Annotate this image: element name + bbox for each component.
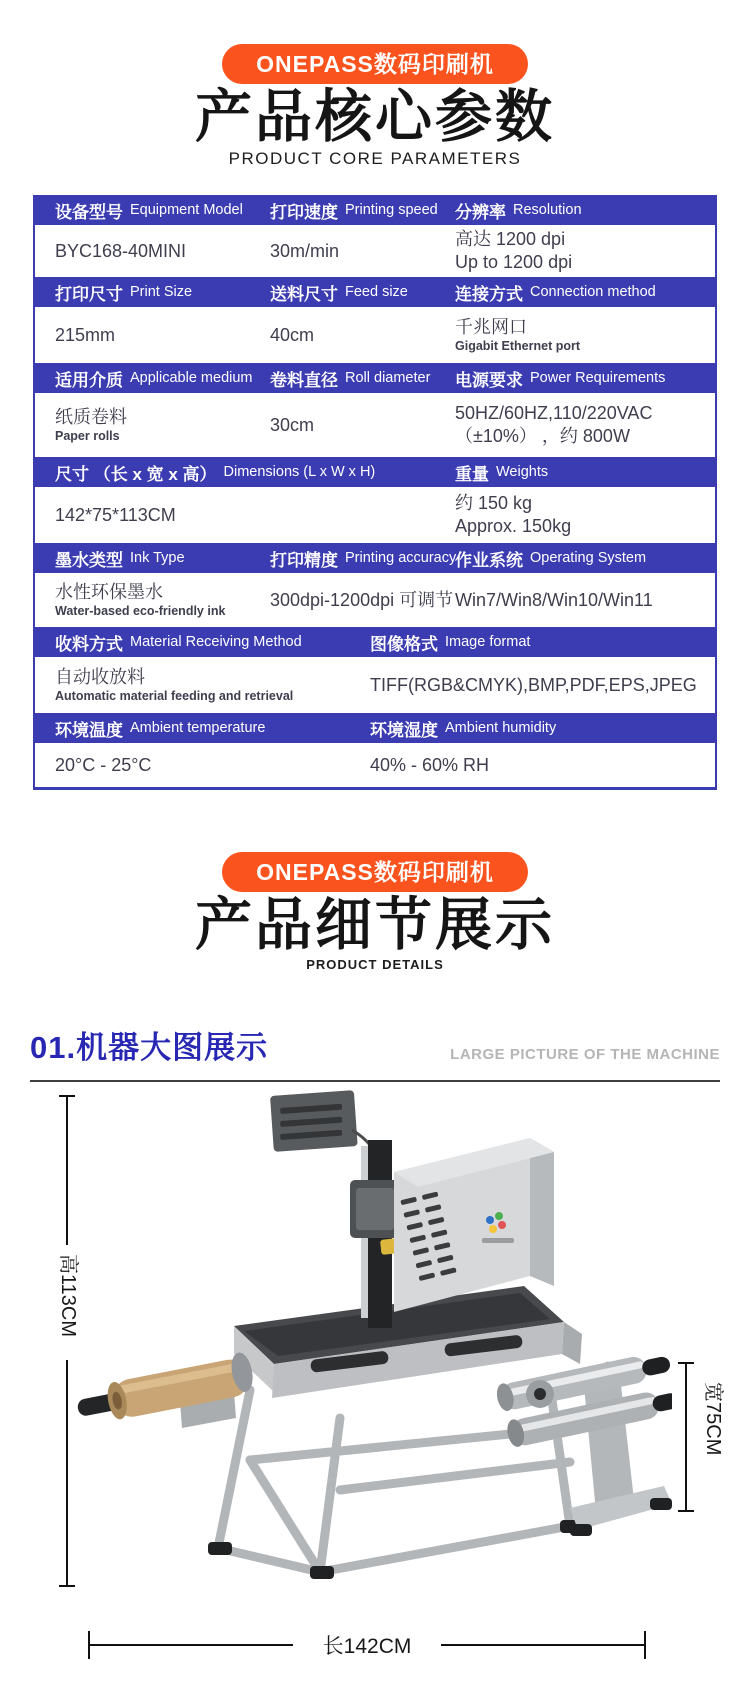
spec-header-cell (435, 543, 711, 573)
value-text: Approx. 150kg (455, 516, 572, 536)
header-cn: 墨水类型 (55, 550, 123, 570)
spec-header-cell (250, 363, 435, 393)
header-cn: 送料尺寸 (270, 284, 338, 304)
value-text: 30cm (270, 414, 315, 435)
header-cn: 电源要求 (455, 370, 523, 390)
machine-figure (0, 1082, 750, 1690)
dimension-line (66, 1360, 68, 1585)
dimension-line (90, 1644, 293, 1646)
header-cn: 图像格式 (370, 634, 438, 654)
spec-table (33, 195, 717, 790)
spec-header-cell (35, 543, 250, 573)
header-en: Ambient humidity (445, 720, 557, 736)
value-text: （±10%） ，约 800W (455, 426, 630, 446)
spec-header-cell (35, 627, 350, 657)
page-subtitle: PRODUCT CORE PARAMETERS (228, 149, 522, 168)
header-en: Printing speed (345, 202, 438, 218)
spec-header-cell (350, 627, 711, 657)
print-head (270, 1090, 411, 1328)
spec-header-cell (250, 543, 457, 573)
spec-value-cell (35, 573, 250, 627)
header-cn: 打印速度 (270, 202, 338, 222)
brand-badge: ONEPASS数码印刷机 (222, 852, 528, 892)
spec-value-cell (435, 225, 711, 277)
header-en: Dimensions (L x W x H) (223, 464, 376, 480)
unwinder-roll (73, 1351, 256, 1428)
spec-value-cell (35, 657, 350, 713)
spec-header-row (35, 457, 715, 487)
header-en: Weights (496, 464, 549, 480)
value-text: 215mm (55, 324, 116, 345)
spec-value-cell (350, 657, 711, 713)
spec-header-row (35, 627, 715, 657)
header-cn: 重量 (455, 464, 489, 484)
header-cn: 环境湿度 (370, 720, 438, 740)
value-text: Up to 1200 dpi (455, 252, 573, 272)
value-text: 20°C - 25°C (55, 754, 152, 775)
header-en: Image format (445, 634, 531, 650)
value-subtext: Automatic material feeding and retrieval (55, 689, 294, 703)
length-dimension (88, 1630, 646, 1660)
value-subtext: Water-based eco-friendly ink (55, 604, 226, 618)
spec-header-cell (35, 457, 435, 487)
header-cn: 作业系统 (455, 550, 523, 570)
header-en: Material Receiving Method (130, 634, 302, 650)
header-en: Printing accuracy (345, 550, 457, 566)
header-en: Equipment Model (130, 202, 243, 218)
details-subtitle: PRODUCT DETAILS (306, 957, 444, 972)
value-text: 约 150 kg (455, 493, 533, 513)
height-dimension-label: 高113CM (57, 1254, 79, 1337)
machine-photo (72, 1088, 672, 1593)
spec-value-row (35, 307, 715, 363)
spec-header-row (35, 277, 715, 307)
spec-value-cell (35, 743, 350, 787)
spec-header-row (35, 363, 715, 393)
value-text: BYC168-40MINI (55, 240, 187, 261)
value-text: 纸质卷料 (55, 407, 127, 427)
header-en: Ink Type (130, 550, 185, 566)
dimension-line (685, 1362, 687, 1510)
spec-value-cell (35, 307, 250, 363)
width-dimension-label: 宽75CM (702, 1382, 724, 1456)
value-text: 自动收放料 (55, 667, 145, 687)
header-cn: 环境温度 (55, 720, 123, 740)
spec-value-cell (250, 225, 435, 277)
value-text: 300dpi-1200dpi 可调节 (270, 589, 454, 610)
header-en: Connection method (530, 284, 656, 300)
spec-value-cell (35, 225, 250, 277)
header-cn: 卷料直径 (270, 370, 338, 390)
dimension-cap (678, 1510, 694, 1512)
dimension-line (66, 1095, 68, 1245)
spec-header-cell (435, 363, 711, 393)
header-cn: 连接方式 (455, 284, 523, 304)
dimension-line (441, 1644, 644, 1646)
value-text: TIFF(RGB&CMYK),BMP,PDF,EPS,JPEG (370, 674, 697, 695)
dimension-cap (644, 1631, 646, 1659)
header-cn: 尺寸 （长 x 宽 x 高） (55, 464, 217, 484)
details-title: 产品细节展示 (195, 893, 555, 957)
value-text: 30m/min (270, 240, 340, 261)
header-en: Power Requirements (530, 370, 666, 386)
header-en: Operating System (530, 550, 647, 566)
header-en: Feed size (345, 284, 408, 300)
spec-header-cell (250, 277, 435, 307)
header-en: Applicable medium (130, 370, 253, 386)
spec-header-row (35, 713, 715, 743)
spec-header-cell (435, 277, 711, 307)
header-cn: 适用介质 (55, 370, 123, 390)
spec-value-row (35, 743, 715, 787)
header-en: Resolution (513, 202, 582, 218)
spec-value-cell (435, 487, 711, 543)
value-text: 40cm (270, 324, 315, 345)
spec-header-cell (35, 277, 250, 307)
value-text: 50HZ/60HZ,110/220VAC (455, 403, 653, 423)
value-text: 千兆网口 (455, 317, 527, 337)
spec-header-cell (35, 713, 350, 743)
dimension-cap (59, 1585, 75, 1587)
length-dimension-label: 长142CM (322, 1635, 412, 1658)
spec-header-cell (350, 713, 711, 743)
spec-header-cell (435, 457, 711, 487)
spec-header-cell (35, 195, 250, 225)
product-details-hero (0, 790, 750, 974)
brand-badge: ONEPASS数码印刷机 (222, 44, 528, 84)
spec-header-cell (250, 195, 438, 225)
detail-block-subtitle: LARGE PICTURE OF THE MACHINE (450, 1046, 720, 1063)
detail-block-header (30, 1029, 720, 1082)
spec-header-row (35, 195, 715, 225)
spec-value-row (35, 393, 715, 457)
spec-value-row (35, 657, 715, 713)
spec-value-cell (35, 487, 435, 543)
spec-value-row (35, 225, 715, 277)
value-text: Win7/Win8/Win10/Win11 (455, 589, 653, 610)
spec-value-cell (435, 573, 711, 627)
spec-header-row (35, 543, 715, 573)
header-cn: 打印精度 (270, 550, 338, 570)
spec-value-row (35, 573, 715, 627)
value-text: 高达 1200 dpi (455, 229, 566, 249)
value-text: 水性环保墨水 (55, 582, 163, 602)
spec-value-cell (35, 393, 250, 457)
spec-value-cell (435, 393, 711, 457)
header-cn: 设备型号 (55, 202, 123, 222)
value-subtext: Gigabit Ethernet port (455, 339, 580, 353)
value-subtext: Paper rolls (55, 429, 120, 443)
spec-value-cell (250, 393, 435, 457)
page-title: 产品核心参数 (195, 85, 555, 149)
detail-block-title: 01.机器大图展示 (30, 1030, 269, 1065)
control-housing (394, 1138, 554, 1312)
spec-value-cell (350, 743, 711, 787)
header-en: Ambient temperature (130, 720, 266, 736)
header-cn: 收料方式 (55, 634, 123, 654)
spec-value-cell (250, 573, 454, 627)
value-text: 40% - 60% RH (370, 754, 490, 775)
header-cn: 分辨率 (455, 202, 506, 222)
core-parameters-hero (0, 0, 750, 790)
header-cn: 打印尺寸 (55, 284, 123, 304)
spec-value-cell (250, 307, 435, 363)
spec-value-cell (435, 307, 711, 363)
header-en: Roll diameter (345, 370, 431, 386)
spec-header-cell (35, 363, 253, 393)
rewinder-rollers (495, 1349, 672, 1536)
header-en: Print Size (130, 284, 193, 300)
spec-header-cell (435, 195, 711, 225)
spec-value-row (35, 487, 715, 543)
value-text: 142*75*113CM (55, 504, 176, 525)
